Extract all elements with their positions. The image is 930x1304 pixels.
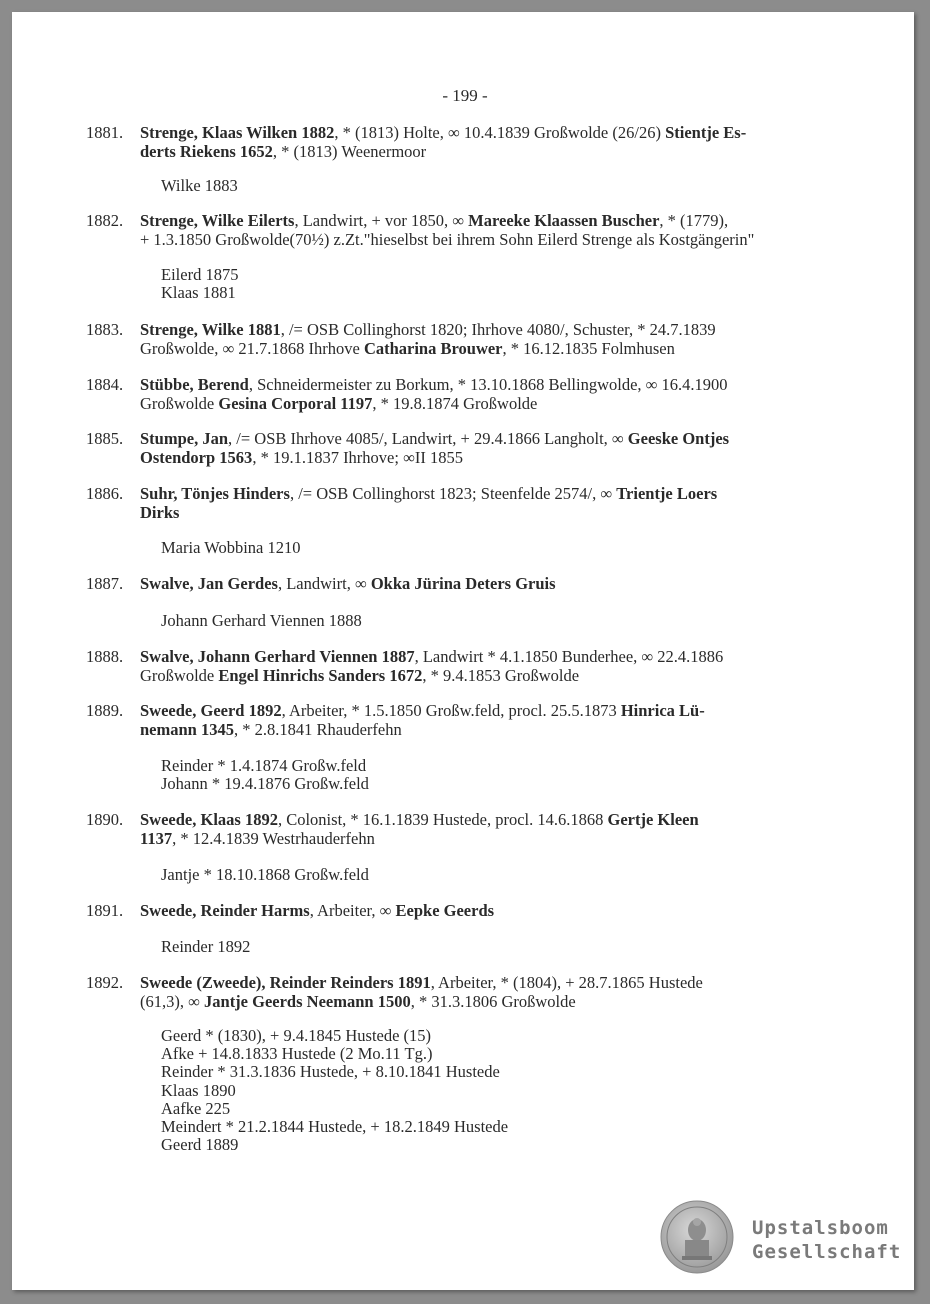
child-item: Reinder * 31.3.1836 Hustede, + 8.10.1841 Hustede (161, 1062, 500, 1082)
person-name: Sweede, Klaas 1892 (140, 810, 278, 829)
entry-number: 1882. (86, 211, 124, 230)
entry-number: 1889. (86, 701, 124, 720)
person-name: Okka Jürina Deters Gruis (370, 574, 556, 593)
children-list (161, 612, 821, 630)
entry-text (140, 974, 826, 1011)
entry-number: 1890. (86, 810, 124, 829)
entry-text (140, 648, 826, 685)
entry-detail: , /= OSB Collinghorst 1823; Steenfelde 2574/, ∞ (289, 484, 617, 503)
child-item: Maria Wobbina 1210 (161, 538, 301, 557)
entry-detail: (61,3), ∞ (140, 991, 205, 1011)
person-name: Sweede (Zweede), Reinder Reinders 1891 (140, 973, 431, 992)
child-item: Reinder 1892 (161, 937, 251, 956)
society-logo-text (752, 1216, 901, 1264)
person-name: Strenge, Wilke 1881 (140, 320, 281, 339)
entry-text (140, 212, 826, 249)
person-name: Strenge, Wilke Eilerts (140, 211, 295, 230)
entry-detail: , * (1779), (659, 211, 729, 230)
entry (86, 430, 826, 467)
page-number: - 199 - (442, 86, 488, 105)
child-item: Jantje * 18.10.1868 Großw.feld (161, 865, 369, 884)
children-list (161, 266, 821, 302)
children-list (161, 177, 821, 195)
entry-detail: , Colonist, * 16.1.1839 Hustede, procl. 14.6.1868 (277, 810, 608, 829)
person-name: Suhr, Tönjes Hinders (140, 484, 290, 503)
entry-detail: , * (1813) Weenermoor (272, 141, 427, 161)
entry-detail: , * 2.8.1841 Rhauderfehn (233, 719, 402, 739)
entry-detail: , * 31.3.1806 Großwolde (410, 991, 576, 1011)
children-list (161, 757, 821, 793)
entry-text (140, 811, 826, 848)
entry-text (140, 321, 826, 358)
logo-line-1: Upstalsboom (752, 1217, 889, 1239)
child-item: Meindert * 21.2.1844 Hustede, + 18.2.1849 Hustede (161, 1117, 509, 1137)
entry (86, 321, 826, 358)
person-name: Geeske Ontjes (627, 429, 730, 448)
child-item: Wilke 1883 (161, 176, 238, 195)
entry-text (140, 376, 826, 413)
person-name: Gesina Corporal 1197 (218, 393, 373, 413)
child-item: Klaas 1881 (161, 283, 236, 303)
entry-number: 1886. (86, 484, 124, 503)
entry-number: 1881. (86, 123, 124, 142)
child-item: Reinder * 1.4.1874 Großw.feld (161, 756, 367, 775)
person-name: Hinrica Lü- (620, 701, 705, 720)
logo-line-2: Gesellschaft (752, 1241, 902, 1263)
entry-text (140, 575, 826, 594)
person-name: Swalve, Jan Gerdes (140, 574, 278, 593)
entry-number: 1891. (86, 901, 124, 920)
entry-detail: , Arbeiter, * (1804), + 28.7.1865 Hustede (430, 973, 703, 992)
child-item: Geerd * (1830), + 9.4.1845 Hustede (15) (161, 1026, 432, 1045)
child-item: Johann * 19.4.1876 Großw.feld (161, 774, 369, 794)
entry-detail: , * 16.12.1835 Folmhusen (502, 338, 675, 358)
entry-detail: , Landwirt, + vor 1850, ∞ (294, 211, 469, 230)
entry (86, 902, 826, 921)
entry-detail: , * 9.4.1853 Großwolde (422, 665, 580, 685)
person-name: Jantje Geerds Neemann 1500 (204, 991, 411, 1011)
entry-text (140, 702, 826, 739)
children-list (161, 866, 821, 884)
entry-detail: + 1.3.1850 Großwolde(70½) z.Zt."hieselbst bei ihrem Sohn Eilerd Strenge als Kostgängerin" (140, 229, 755, 249)
person-name: Sweede, Geerd 1892 (140, 701, 282, 720)
person-name: Stübbe, Berend (140, 375, 249, 394)
entry-detail: , * 12.4.1839 Westrhauderfehn (172, 828, 375, 848)
entry-detail: , /= OSB Ihrhove 4085/, Landwirt, + 29.4.1866 Langholt, ∞ (228, 429, 628, 448)
entry (86, 485, 826, 522)
entry (86, 974, 826, 1011)
person-name: Stumpe, Jan (140, 429, 229, 448)
person-name: Catharina Brouwer (363, 338, 503, 358)
entry-text (140, 430, 826, 467)
child-item: Aafke 225 (161, 1098, 231, 1118)
entry-detail: , /= OSB Collinghorst 1820; Ihrhove 4080/, Schuster, * 24.7.1839 (280, 320, 716, 339)
person-name: Trientje Loers (616, 484, 718, 503)
person-name: 1137 (140, 828, 173, 848)
entry-detail: , Landwirt * 4.1.1850 Bunderhee, ∞ 22.4.1886 (414, 647, 724, 666)
entry (86, 702, 826, 739)
person-name: Stientje Es- (665, 123, 747, 142)
child-item: Klaas 1890 (161, 1080, 236, 1100)
person-name: Strenge, Klaas Wilken 1882 (140, 123, 335, 142)
children-list (161, 938, 821, 956)
children-list (161, 539, 821, 557)
entry-number: 1888. (86, 647, 124, 666)
person-name: Mareeke Klaassen Buscher (468, 211, 660, 230)
entry-number: 1885. (86, 429, 124, 448)
person-name: Gertje Kleen (607, 810, 699, 829)
entry-number: 1883. (86, 320, 124, 339)
entry-detail: , * 19.8.1874 Großwolde (372, 393, 538, 413)
entry-detail: , Arbeiter, ∞ (309, 901, 396, 920)
child-item: Johann Gerhard Viennen 1888 (161, 611, 362, 630)
person-name: Eepke Geerds (395, 901, 495, 920)
person-name: Dirks (140, 502, 180, 522)
person-name: Swalve, Johann Gerhard Viennen 1887 (140, 647, 415, 666)
entry-number: 1884. (86, 375, 124, 394)
child-item: Geerd 1889 (161, 1135, 239, 1155)
entry-detail: Großwolde (140, 393, 219, 413)
person-name: Sweede, Reinder Harms (140, 901, 310, 920)
entry-detail: , * 19.1.1837 Ihrhove; ∞II 1855 (252, 447, 463, 467)
person-name: derts Riekens 1652 (140, 141, 273, 161)
child-item: Eilerd 1875 (161, 265, 239, 284)
entry-detail: Großwolde (140, 665, 219, 685)
entry (86, 212, 826, 249)
entry-text (140, 485, 826, 522)
child-item: Afke + 14.8.1833 Hustede (2 Mo.11 Tg.) (161, 1044, 433, 1064)
person-name: Ostendorp 1563 (140, 447, 253, 467)
entry-detail: , Arbeiter, * 1.5.1850 Großw.feld, procl. 25.5.1873 (281, 701, 621, 720)
entry-detail: Großwolde, ∞ 21.7.1868 Ihrhove (140, 338, 364, 358)
entry-detail: , Schneidermeister zu Borkum, * 13.10.1868 Bellingwolde, ∞ 16.4.1900 (248, 375, 728, 394)
entry-number: 1892. (86, 973, 124, 992)
entry-text (140, 902, 826, 921)
entry-detail: , Landwirt, ∞ (277, 574, 371, 593)
entry-detail: , * (1813) Holte, ∞ 10.4.1839 Großwolde (26/26) (334, 123, 666, 142)
entry (86, 575, 826, 594)
children-list (161, 1027, 821, 1154)
entry (86, 811, 826, 848)
entry (86, 124, 826, 161)
person-name: nemann 1345 (140, 719, 234, 739)
entry-text (140, 124, 826, 161)
person-name: Engel Hinrichs Sanders 1672 (218, 665, 423, 685)
entry (86, 376, 826, 413)
seal-logo-icon (660, 1200, 734, 1274)
entry-number: 1887. (86, 574, 124, 593)
entry (86, 648, 826, 685)
